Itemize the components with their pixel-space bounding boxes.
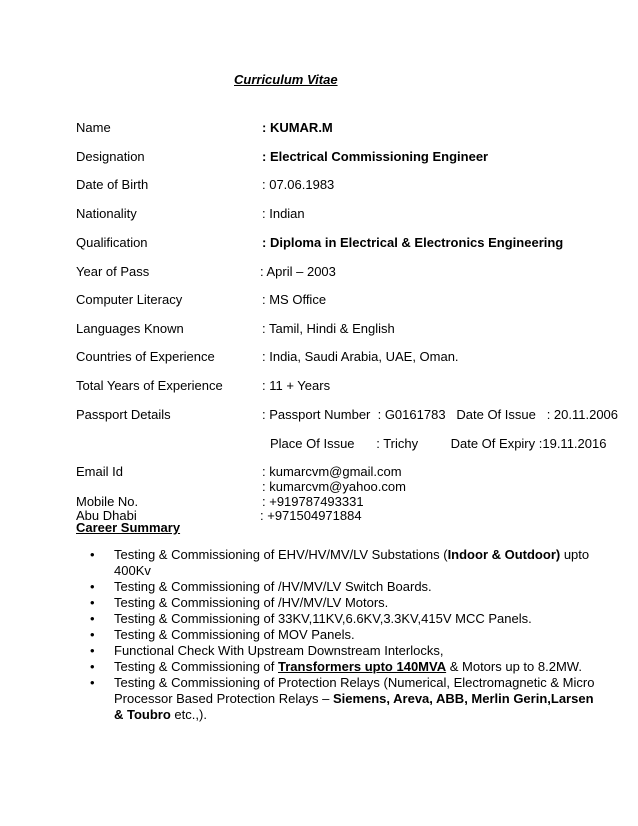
dob-label: Date of Birth bbox=[76, 177, 149, 192]
name-label: Name bbox=[76, 120, 111, 135]
year-of-pass-value: : April – 2003 bbox=[260, 264, 336, 279]
list-item: • Testing & Commissioning of EHV/HV/MV/LV Substations (Indoor & Outdoor) upto 400Kv bbox=[76, 547, 596, 579]
passport-details-line-1: : Passport Number : G0161783 Date Of Issue : 20.11.2006 bbox=[262, 407, 619, 422]
countries-label: Countries of Experience bbox=[76, 349, 215, 364]
list-item: • Testing & Commissioning of Transformers upto 140MVA & Motors up to 8.2MW. bbox=[76, 659, 596, 675]
list-item: • Testing & Commissioning of 33KV,11KV,6.6KV,3.3KV,415V MCC Panels. bbox=[76, 611, 596, 627]
email-label: Email Id bbox=[76, 464, 123, 479]
list-item: • Functional Check With Upstream Downstream Interlocks, bbox=[76, 643, 596, 659]
email-value-1: : kumarcvm@gmail.com bbox=[262, 464, 402, 479]
email-value-2: : kumarcvm@yahoo.com bbox=[262, 479, 406, 494]
abu-dhabi-label: Abu Dhabi bbox=[76, 508, 137, 523]
languages-label: Languages Known bbox=[76, 321, 184, 336]
experience-years-value: : 11 + Years bbox=[262, 378, 331, 393]
mobile-value: : +919787493331 bbox=[262, 494, 364, 509]
abu-dhabi-value: : +971504971884 bbox=[260, 508, 362, 523]
document-title: Curriculum Vitae bbox=[234, 72, 338, 87]
passport-details-line-2: Place Of Issue : Trichy Date Of Expiry :19.11.2016 bbox=[270, 436, 607, 451]
nationality-value: : Indian bbox=[262, 206, 305, 221]
designation-label: Designation bbox=[76, 149, 145, 164]
list-item: • Testing & Commissioning of MOV Panels. bbox=[76, 627, 596, 643]
nationality-label: Nationality bbox=[76, 206, 137, 221]
computer-literacy-value: : MS Office bbox=[262, 292, 327, 307]
qualification-value: : Diploma in Electrical & Electronics Engineering bbox=[262, 235, 564, 250]
computer-literacy-label: Computer Literacy bbox=[76, 292, 183, 307]
countries-value: : India, Saudi Arabia, UAE, Oman. bbox=[262, 349, 459, 364]
career-summary-list bbox=[76, 547, 596, 723]
designation-value: : Electrical Commissioning Engineer bbox=[262, 149, 489, 164]
year-of-pass-label: Year of Pass bbox=[76, 264, 150, 279]
languages-value: : Tamil, Hindi & English bbox=[262, 321, 395, 336]
qualification-label: Qualification bbox=[76, 235, 148, 250]
name-value: : KUMAR.M bbox=[262, 120, 333, 135]
experience-years-label: Total Years of Experience bbox=[76, 378, 223, 393]
list-item: • Testing & Commissioning of /HV/MV/LV Switch Boards. bbox=[76, 579, 596, 595]
list-item: • Testing & Commissioning of Protection Relays (Numerical, Electromagnetic & Micro Processor Based Protection Relays – Siemens, Areva, ABB, Merlin Gerin,Larsen & Toubro etc.,). bbox=[76, 675, 596, 723]
list-item: • Testing & Commissioning of /HV/MV/LV Motors. bbox=[76, 595, 596, 611]
passport-label: Passport Details bbox=[76, 407, 171, 422]
mobile-label: Mobile No. bbox=[76, 494, 139, 509]
career-summary-title: Career Summary bbox=[76, 520, 181, 535]
dob-value: : 07.06.1983 bbox=[262, 177, 335, 192]
